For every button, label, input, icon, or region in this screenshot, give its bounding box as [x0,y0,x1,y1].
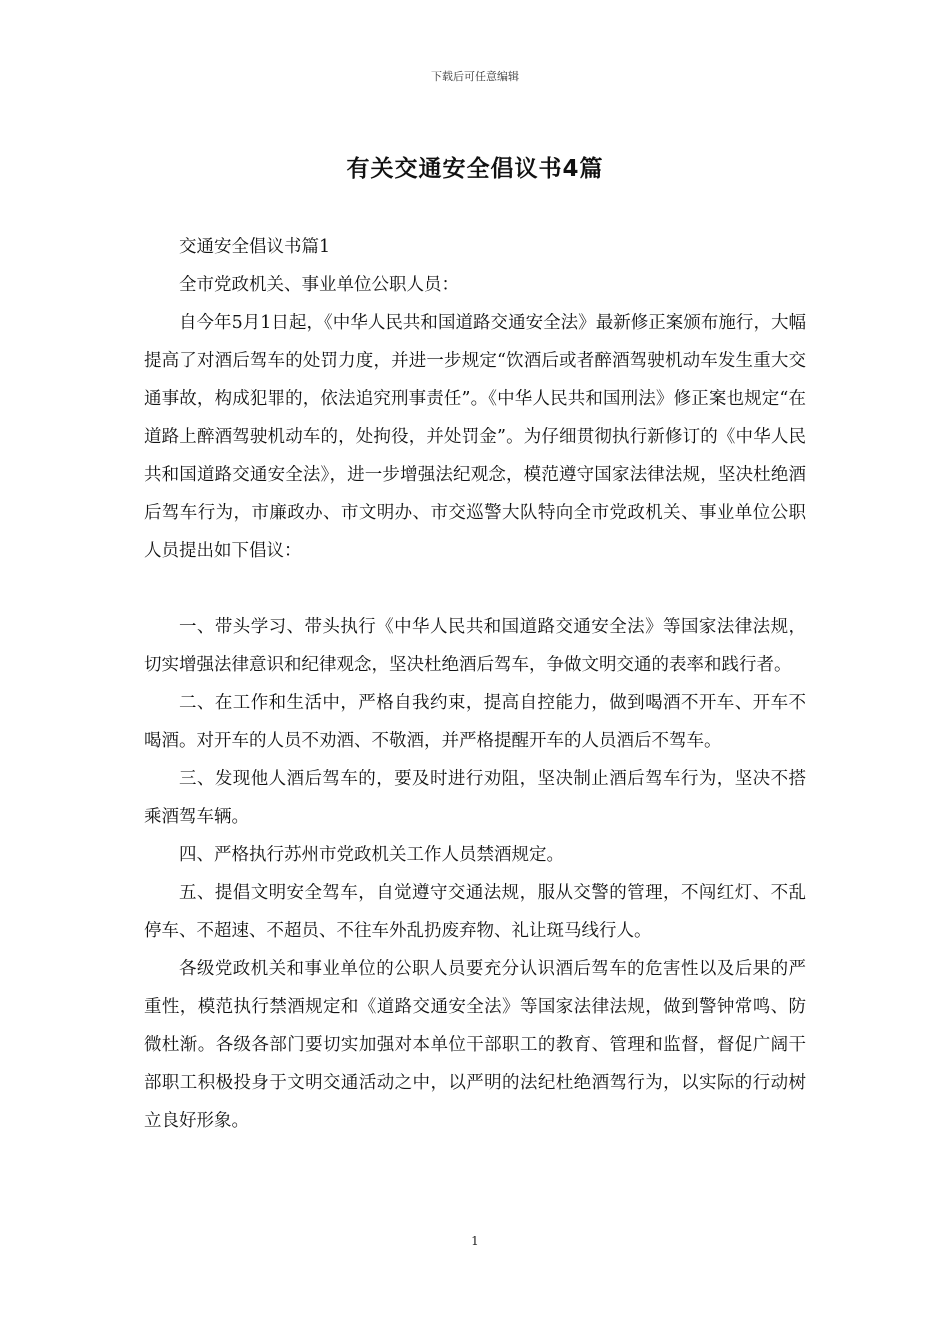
paragraph-item-1: 一、带头学习、带头执行《中华人民共和国道路交通安全法》等国家法律法规，切实增强法律意识和纪律观念，坚决杜绝酒后驾车，争做文明交通的表率和践行者。 [144,617,806,675]
page-title: 有关交通安全倡议书4篇 [346,156,604,182]
paragraph-conclusion: 各级党政机关和事业单位的公职人员要充分认识酒后驾车的危害性以及后果的严重性，模范执行禁酒规定和《道路交通安全法》等国家法律法规，做到警钟常鸣、防微杜渐。各级各部门要切实加强对本单位干部职工的教育、管理和监督，督促广阔干部职工积极投身于文明交通活动之中，以严明的法纪杜绝酒驾行为，以实际的行动树立良好形象。 [144,959,806,1131]
paragraph-item-2: 二、在工作和生活中，严格自我约束，提高自控能力，做到喝酒不开车、开车不喝酒。对开车的人员不劝酒、不敬酒，并严格提醒开车的人员酒后不驾车。 [144,693,806,751]
paragraph-item-4: 四、严格执行苏州市党政机关工作人员禁酒规定。 [179,845,564,865]
header-note: 下载后可任意编辑 [431,70,519,83]
paragraph-item-5: 五、提倡文明安全驾车，自觉遵守交通法规，服从交警的管理，不闯红灯、不乱停车、不超速、不超员、不往车外乱扔废弃物、礼让斑马线行人。 [144,883,806,941]
paragraph-item-3: 三、发现他人酒后驾车的，要及时进行劝阻，坚决制止酒后驾车行为，坚决不搭乘酒驾车辆。 [144,769,806,827]
salutation: 全市党政机关、事业单位公职人员： [179,275,459,295]
paragraph-intro: 自今年5月1日起，《中华人民共和国道路交通安全法》最新修正案颁布施行，大幅提高了对酒后驾车的处罚力度，并进一步规定“饮酒后或者醉酒驾驶机动车发生重大交通事故，构成犯罪的，依法追究刑事责任”。《中华人民共和国刑法》修正案也规定“在道路上醉酒驾驶机动车的，处拘役，并处罚金”。为仔细贯彻执行新修订的《中华人民共和国道路交通安全法》，进一步增强法纪观念，模范遵守国家法律法规，坚决杜绝酒后驾车行为，市廉政办、市文明办、市交巡警大队特向全市党政机关、事业单位公职人员提出如下倡议： [144,313,806,561]
section-subtitle: 交通安全倡议书篇1 [179,237,331,257]
document-body [144,228,806,1140]
page-number: 1 [471,1234,479,1248]
